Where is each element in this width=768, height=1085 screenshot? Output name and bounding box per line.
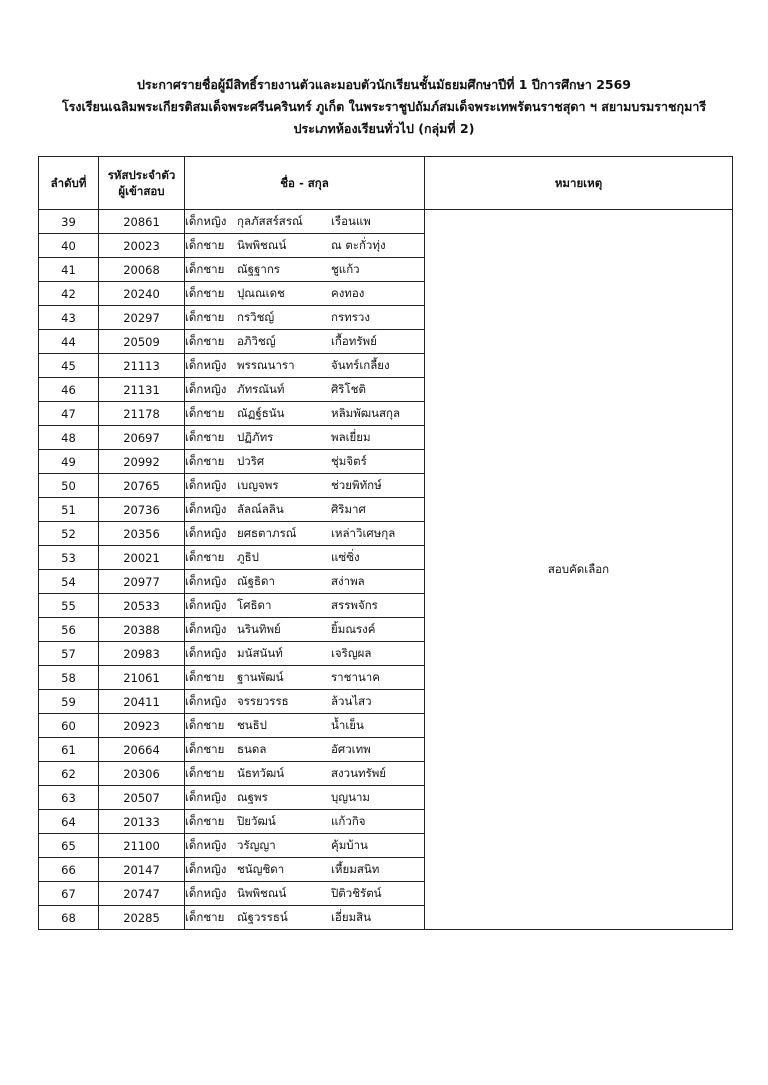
last-name: กรทรวง <box>331 309 370 324</box>
classroom-type: ประเภทห้องเรียนทั่วไป (กลุ่มที่ 2) <box>293 121 475 136</box>
first-name: มนัสนันท์ <box>237 645 283 660</box>
header-exam-id <box>99 157 185 210</box>
name-prefix: เด็กหญิง <box>185 645 227 660</box>
order-number-cell: 68 <box>39 906 99 930</box>
order-number-cell: 63 <box>39 786 99 810</box>
first-name: ปวริศ <box>237 453 265 468</box>
name-prefix: เด็กหญิง <box>185 477 227 492</box>
first-name: ยศธตาภรณ์ <box>237 525 297 540</box>
name-prefix: เด็กชาย <box>185 405 225 420</box>
order-number-cell: 50 <box>39 474 99 498</box>
first-name: ณัฏฐ์ธนัน <box>237 405 285 420</box>
remarks-cell: สอบคัดเลือก <box>425 210 733 930</box>
last-name: ปิติวชิรัตน์ <box>331 885 382 900</box>
order-number-cell: 66 <box>39 858 99 882</box>
exam-id-cell: 20388 <box>99 618 185 642</box>
full-name-cell <box>185 282 425 306</box>
full-name-cell <box>185 762 425 786</box>
full-name-cell <box>185 594 425 618</box>
full-name-cell <box>185 642 425 666</box>
name-prefix: เด็กหญิง <box>185 501 227 516</box>
exam-id-cell: 20297 <box>99 306 185 330</box>
last-name: แซ่ซิ่ง <box>331 549 360 564</box>
name-prefix: เด็กชาย <box>185 717 225 732</box>
name-prefix: เด็กหญิง <box>185 597 227 612</box>
first-name: นิพพิชณน์ <box>237 237 287 252</box>
last-name: ศิริมาศ <box>331 501 366 516</box>
order-number-cell: 55 <box>39 594 99 618</box>
full-name-cell <box>185 546 425 570</box>
last-name: บุญนาม <box>331 789 370 804</box>
first-name: ลัลณ์ลลิน <box>237 501 284 516</box>
exam-id-cell: 20240 <box>99 282 185 306</box>
order-number-cell: 58 <box>39 666 99 690</box>
full-name-cell <box>185 690 425 714</box>
order-number-cell: 39 <box>39 210 99 234</box>
name-prefix: เด็กชาย <box>185 549 225 564</box>
first-name: อภิวิชญ์ <box>237 333 276 348</box>
order-number-cell: 61 <box>39 738 99 762</box>
exam-id-cell: 20306 <box>99 762 185 786</box>
order-number-cell: 56 <box>39 618 99 642</box>
name-prefix: เด็กชาย <box>185 333 225 348</box>
order-number-cell: 62 <box>39 762 99 786</box>
exam-id-cell: 20747 <box>99 882 185 906</box>
exam-id-cell: 20664 <box>99 738 185 762</box>
first-name: ธนดล <box>237 741 267 756</box>
exam-id-cell: 20356 <box>99 522 185 546</box>
last-name: เหล่าวิเศษกุล <box>331 525 396 540</box>
exam-id-cell: 20861 <box>99 210 185 234</box>
header-remarks: หมายเหตุ <box>425 157 733 210</box>
exam-id-cell: 20697 <box>99 426 185 450</box>
document-header <box>0 74 768 140</box>
first-name: จรรยวรรธ <box>237 693 289 708</box>
table-header-row <box>39 157 733 210</box>
order-number-cell: 67 <box>39 882 99 906</box>
order-number-cell: 47 <box>39 402 99 426</box>
name-prefix: เด็กหญิง <box>185 357 227 372</box>
first-name: นิพพิชณน์ <box>237 885 287 900</box>
full-name-cell <box>185 498 425 522</box>
exam-id-cell: 21131 <box>99 378 185 402</box>
last-name: ชูแก้ว <box>331 261 360 276</box>
header-full-name: ชื่อ - สกุล <box>185 157 425 210</box>
order-number-cell: 41 <box>39 258 99 282</box>
exam-id-cell: 20923 <box>99 714 185 738</box>
name-prefix: เด็กหญิง <box>185 573 227 588</box>
exam-id-cell: 21100 <box>99 834 185 858</box>
exam-id-cell: 20411 <box>99 690 185 714</box>
full-name-cell <box>185 834 425 858</box>
last-name: คุ้มบ้าน <box>331 837 368 852</box>
full-name-cell <box>185 330 425 354</box>
name-prefix: เด็กหญิง <box>185 861 227 876</box>
header-exam-id-line2: ผู้เข้าสอบ <box>118 184 165 198</box>
exam-id-cell: 20533 <box>99 594 185 618</box>
last-name: พลเยี่ยม <box>331 429 371 444</box>
order-number-cell: 52 <box>39 522 99 546</box>
last-name: ราชานาค <box>331 669 380 684</box>
name-prefix: เด็กชาย <box>185 429 225 444</box>
first-name: โศธิดา <box>237 597 272 612</box>
full-name-cell <box>185 426 425 450</box>
last-name: สงวนทรัพย์ <box>331 765 387 780</box>
last-name: สรรพจักร <box>331 597 378 612</box>
name-prefix: เด็กหญิง <box>185 837 227 852</box>
name-prefix: เด็กชาย <box>185 453 225 468</box>
name-prefix: เด็กชาย <box>185 909 225 924</box>
first-name: วรัญญา <box>237 837 276 852</box>
full-name-cell <box>185 354 425 378</box>
first-name: ปุณณเดช <box>237 285 285 300</box>
name-prefix: เด็กชาย <box>185 669 225 684</box>
header-order-number: ลำดับที่ <box>39 157 99 210</box>
order-number-cell: 65 <box>39 834 99 858</box>
first-name: ณัฐฐากร <box>237 261 280 276</box>
exam-id-cell: 20021 <box>99 546 185 570</box>
first-name: ชนัญชิดา <box>237 861 285 876</box>
full-name-cell <box>185 378 425 402</box>
exam-id-cell: 20507 <box>99 786 185 810</box>
full-name-cell <box>185 882 425 906</box>
first-name: ภัทรณันท์ <box>237 381 285 396</box>
name-prefix: เด็กชาย <box>185 813 225 828</box>
announcement-title: ประกาศรายชื่อผู้มีสิทธิ์รายงานตัวและมอบตัวนักเรียนชั้นมัธยมศึกษาปีที่ 1 ปีการศึกษา 2569 <box>136 77 631 92</box>
name-prefix: เด็กหญิง <box>185 213 227 228</box>
student-roster-table <box>38 156 733 930</box>
last-name: สง่าพล <box>331 573 365 588</box>
school-name: โรงเรียนเฉลิมพระเกียรติสมเด็จพระศรีนครินทร์ ภูเก็ต ในพระราชูปถัมภ์สมเด็จพระเทพรัตนราชสุดา ฯ สยามบรมราชกุมารี <box>61 99 707 114</box>
full-name-cell <box>185 786 425 810</box>
first-name: พรรณนารา <box>237 357 295 372</box>
name-prefix: เด็กชาย <box>185 765 225 780</box>
first-name: ณัฐธิดา <box>237 573 275 588</box>
name-prefix: เด็กหญิง <box>185 621 227 636</box>
full-name-cell <box>185 522 425 546</box>
last-name: เรือนแพ <box>331 213 371 228</box>
full-name-cell <box>185 258 425 282</box>
order-number-cell: 44 <box>39 330 99 354</box>
first-name: เบญจพร <box>237 477 279 492</box>
last-name: ศิริโชติ <box>331 381 366 396</box>
first-name: ชนธิป <box>237 717 267 732</box>
table-row <box>39 210 733 234</box>
order-number-cell: 48 <box>39 426 99 450</box>
name-prefix: เด็กหญิง <box>185 789 227 804</box>
full-name-cell <box>185 810 425 834</box>
order-number-cell: 64 <box>39 810 99 834</box>
last-name: ยิ้มณรงค์ <box>331 621 376 636</box>
full-name-cell <box>185 906 425 930</box>
full-name-cell <box>185 666 425 690</box>
exam-id-cell: 21061 <box>99 666 185 690</box>
order-number-cell: 42 <box>39 282 99 306</box>
exam-id-cell: 20023 <box>99 234 185 258</box>
exam-id-cell: 20068 <box>99 258 185 282</box>
first-name: ฐานพัฒน์ <box>237 669 284 684</box>
name-prefix: เด็กชาย <box>185 261 225 276</box>
full-name-cell <box>185 402 425 426</box>
name-prefix: เด็กหญิง <box>185 381 227 396</box>
last-name: ชุ่มจิตร์ <box>331 453 367 468</box>
name-prefix: เด็กชาย <box>185 237 225 252</box>
full-name-cell <box>185 570 425 594</box>
first-name: ภูธิป <box>237 549 259 564</box>
last-name: จันทร์เกลี้ยง <box>331 357 390 372</box>
full-name-cell <box>185 210 425 234</box>
name-prefix: เด็กชาย <box>185 741 225 756</box>
name-prefix: เด็กชาย <box>185 285 225 300</box>
first-name: ณฐพร <box>237 789 268 804</box>
order-number-cell: 43 <box>39 306 99 330</box>
full-name-cell <box>185 450 425 474</box>
last-name: หลิมพัฒนสกุล <box>331 405 401 420</box>
full-name-cell <box>185 306 425 330</box>
order-number-cell: 60 <box>39 714 99 738</box>
exam-id-cell: 20285 <box>99 906 185 930</box>
order-number-cell: 51 <box>39 498 99 522</box>
name-prefix: เด็กหญิง <box>185 693 227 708</box>
order-number-cell: 40 <box>39 234 99 258</box>
full-name-cell <box>185 858 425 882</box>
header-exam-id-line1: รหัสประจำตัว <box>107 168 176 182</box>
exam-id-cell: 21113 <box>99 354 185 378</box>
order-number-cell: 45 <box>39 354 99 378</box>
name-prefix: เด็กหญิง <box>185 525 227 540</box>
exam-id-cell: 20133 <box>99 810 185 834</box>
exam-id-cell: 20992 <box>99 450 185 474</box>
order-number-cell: 49 <box>39 450 99 474</box>
last-name: เกื้อทรัพย์ <box>331 333 377 348</box>
first-name: นรินทิพย์ <box>237 621 281 636</box>
exam-id-cell: 20765 <box>99 474 185 498</box>
last-name: น้ำเย็น <box>331 717 364 732</box>
full-name-cell <box>185 474 425 498</box>
last-name: เอี่ยมสิน <box>331 909 372 924</box>
exam-id-cell: 20983 <box>99 642 185 666</box>
first-name: ปิยวัฒน์ <box>237 813 276 828</box>
last-name: ล้วนไสว <box>331 693 372 708</box>
name-prefix: เด็กหญิง <box>185 885 227 900</box>
exam-id-cell: 20147 <box>99 858 185 882</box>
last-name: เจริญผล <box>331 645 372 660</box>
last-name: เหี้ยมสนิท <box>331 861 380 876</box>
full-name-cell <box>185 234 425 258</box>
first-name: กรวิชญ์ <box>237 309 275 324</box>
order-number-cell: 59 <box>39 690 99 714</box>
first-name: ณัฐวรรธน์ <box>237 909 288 924</box>
exam-id-cell: 20509 <box>99 330 185 354</box>
last-name: อัศวเทพ <box>331 741 371 756</box>
order-number-cell: 57 <box>39 642 99 666</box>
first-name: ปฏิภัทร <box>237 429 274 444</box>
exam-id-cell: 21178 <box>99 402 185 426</box>
table-body <box>39 210 733 930</box>
order-number-cell: 53 <box>39 546 99 570</box>
exam-id-cell: 20736 <box>99 498 185 522</box>
full-name-cell <box>185 714 425 738</box>
name-prefix: เด็กชาย <box>185 309 225 324</box>
exam-id-cell: 20977 <box>99 570 185 594</box>
last-name: ณ ตะกั่วทุ่ง <box>331 237 386 252</box>
full-name-cell <box>185 618 425 642</box>
first-name: กุลภัสสร์สรณ์ <box>237 213 303 228</box>
last-name: ช่วยพิทักษ์ <box>331 477 382 492</box>
first-name: นัธทวัฒน์ <box>237 765 285 780</box>
order-number-cell: 54 <box>39 570 99 594</box>
order-number-cell: 46 <box>39 378 99 402</box>
full-name-cell <box>185 738 425 762</box>
last-name: คงทอง <box>331 285 365 300</box>
last-name: แก้วกิจ <box>331 813 366 828</box>
